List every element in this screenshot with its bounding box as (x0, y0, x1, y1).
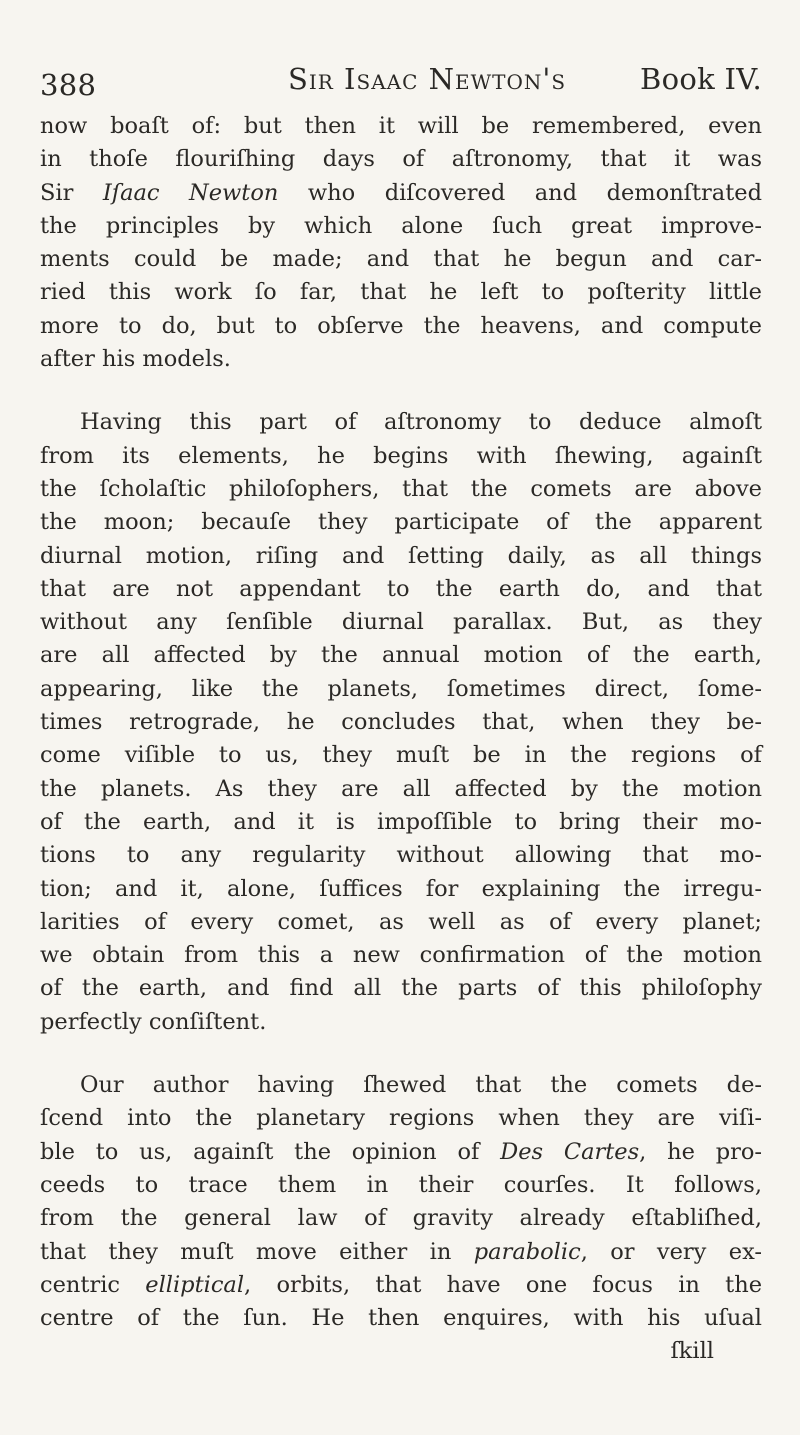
text-line: Sir Iſaac Newton who diſcovered and demonſtrated (40, 179, 762, 206)
text-line: that are not appendant to the earth do, and that (40, 575, 762, 602)
text-line: tions to any regularity without allowing that mo- (40, 842, 762, 869)
text-line: the moon; becauſe they participate of the apparent (40, 509, 762, 536)
text-line: centric elliptical, orbits, that have one focus in the (40, 1271, 763, 1298)
text-line: the planets. As they are all affected by the motion (40, 775, 762, 802)
text-line: centre of the ſun. He then enquires, with his uſual (40, 1305, 762, 1332)
text-line: ments could be made; and that he begun and car- (40, 246, 762, 273)
text-line: now boaſt of: but then it will be remembered, even (40, 113, 762, 139)
text-line: without any ſenſible diurnal parallax. But, as they (40, 609, 762, 636)
text-line: Having this part of aſtronomy to deduce almoſt (80, 409, 762, 436)
body-text (40, 110, 762, 1369)
text-line: ried this work ſo far, that he left to poſterity little (40, 279, 762, 306)
text-line: of the earth, and find all the parts of this philoſophy (40, 975, 762, 1002)
text-line: in thoſe flouriſhing days of aſtronomy, that it was (40, 146, 762, 173)
paragraph-2 (40, 406, 762, 1039)
text-line: the ſcholaſtic philoſophers, that the comets are above (40, 475, 762, 502)
text-line: Our author having ſhewed that the comets de- (80, 1072, 762, 1099)
text-line: perfectly conſiſtent. (40, 1008, 267, 1035)
text-line: larities of every comet, as well as of every planet; (40, 908, 762, 935)
paragraph-3 (40, 1069, 762, 1369)
book-label: Book IV. (640, 62, 762, 96)
running-header (40, 62, 762, 102)
catchword: ſkill (670, 1338, 714, 1365)
paragraph-gap (40, 1039, 762, 1069)
text-line: that they muſt move either in parabolic, or very ex- (40, 1238, 762, 1265)
text-line: come viſible to us, they muſt be in the regions of (40, 742, 762, 769)
text-line: times retrograde, he concludes that, when they be- (40, 709, 762, 736)
paragraph-gap (40, 376, 762, 406)
text-line: more to do, but to obſerve the heavens, and compute (40, 312, 762, 339)
text-line: appearing, like the planets, ſometimes direct, ſome- (40, 675, 762, 702)
text-line: ceeds to trace them in their courſes. It follows, (40, 1171, 762, 1198)
paragraph-1 (40, 110, 762, 376)
text-line: the principles by which alone ſuch great improve- (40, 212, 762, 239)
text-line: from the general law of gravity already eſtabliſhed, (40, 1205, 762, 1232)
text-line: tion; and it, alone, ſuffices for explaining the irregu- (40, 875, 762, 902)
text-line: we obtain from this a new confirmation of the motion (40, 942, 762, 969)
text-line: ſcend into the planetary regions when they are viſi- (40, 1105, 762, 1132)
text-line: are all affected by the annual motion of the earth, (40, 642, 762, 669)
running-title: Sir Isaac Newton's (288, 62, 567, 96)
text-line: from its elements, he begins with ſhewing, againſt (40, 442, 762, 469)
text-line: diurnal motion, riſing and ſetting daily, as all things (40, 542, 762, 569)
text-line: after his models. (40, 346, 231, 373)
text-line: of the earth, and it is impoſſible to bring their mo- (40, 808, 762, 835)
text-line: ble to us, againſt the opinion of Des Cartes, he pro- (40, 1138, 763, 1165)
page-number: 388 (40, 68, 97, 102)
